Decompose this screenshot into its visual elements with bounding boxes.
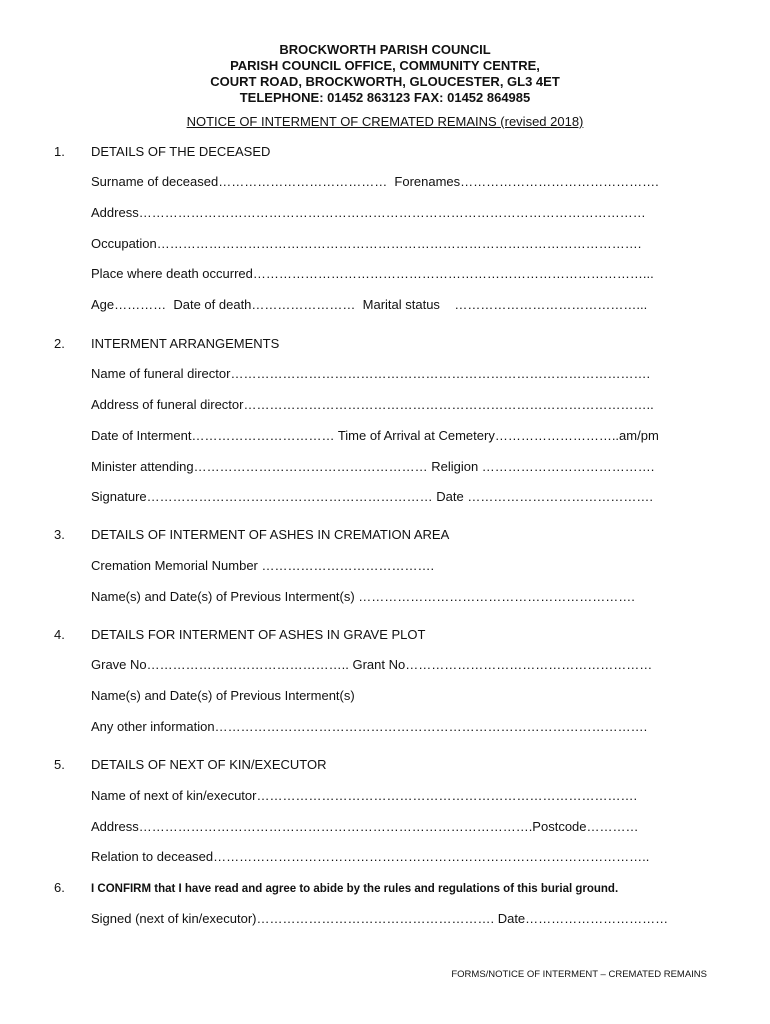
address-field[interactable]: Address……………………………………………………………………………………………………… [91, 205, 646, 220]
cremation-memorial-number-field[interactable]: Cremation Memorial Number …………………………………. [91, 558, 435, 573]
address-line: COURT ROAD, BROCKWORTH, GLOUCESTER, GL3 4ET [210, 74, 560, 89]
surname-forenames-field[interactable]: Surname of deceased………………………………… Forenames………………………………………. [91, 174, 659, 189]
occupation-field[interactable]: Occupation…………………………………………………………………………………………………. [91, 236, 642, 251]
section-2-number: 2. [54, 336, 65, 351]
section-6-number: 6. [54, 880, 65, 895]
section-5-title: DETAILS OF NEXT OF KIN/EXECUTOR [91, 757, 327, 772]
section-5-number: 5. [54, 757, 65, 772]
grave-previous-interments-field[interactable]: Name(s) and Date(s) of Previous Interment(s) [91, 688, 355, 703]
office-line: PARISH COUNCIL OFFICE, COMMUNITY CENTRE, [230, 58, 540, 73]
interment-date-time-field[interactable]: Date of Interment…………………………… Time of Arrival at Cemetery………………………..am/pm [91, 428, 659, 443]
telephone-line: TELEPHONE: 01452 863123 FAX: 01452 864985 [239, 90, 531, 105]
section-4-number: 4. [54, 627, 65, 642]
previous-interments-field[interactable]: Name(s) and Date(s) of Previous Interment(s) ………………………………………………………. [91, 589, 635, 604]
section-3-title: DETAILS OF INTERMENT OF ASHES IN CREMATION AREA [91, 527, 450, 542]
place-of-death-field[interactable]: Place where death occurred………………………………………………………………………………... [91, 266, 654, 281]
confirmation-statement: I CONFIRM that I have read and agree to abide by the rules and regulations of this burial ground. [91, 883, 619, 895]
next-of-kin-address-field[interactable]: Address……………………………………………………………………………….Postcode………… [91, 819, 639, 834]
section-4-title: DETAILS FOR INTERMENT OF ASHES IN GRAVE PLOT [91, 627, 426, 642]
grave-grant-number-field[interactable]: Grave No……………………………………….. Grant No………………………………………………… [91, 657, 653, 672]
relation-field[interactable]: Relation to deceased……………………………………………………………………………………….. [91, 849, 650, 864]
funeral-director-field[interactable]: Name of funeral director……………………………………………………………………………………. [91, 366, 651, 381]
funeral-director-address-field[interactable]: Address of funeral director………………………………………………………………………………….. [91, 397, 654, 412]
age-date-marital-field[interactable]: Age………… Date of death…………………… Marital status ……………………………………... [91, 297, 648, 312]
section-2-title: INTERMENT ARRANGEMENTS [91, 336, 280, 351]
other-information-field[interactable]: Any other information………………………………………………………………………………………. [91, 719, 648, 734]
form-title: NOTICE OF INTERMENT OF CREMATED REMAINS (revised 2018) [186, 114, 584, 129]
council-name: BROCKWORTH PARISH COUNCIL [279, 42, 491, 57]
next-of-kin-name-field[interactable]: Name of next of kin/executor……………………………………………………………………………. [91, 788, 638, 803]
footer-reference: FORMS/NOTICE OF INTERMENT – CREMATED REMAINS [451, 969, 707, 980]
section-3-number: 3. [54, 527, 65, 542]
section-1-number: 1. [54, 144, 65, 159]
signature-date-field[interactable]: Signature………………………………………………………… Date ……………………………………. [91, 489, 653, 504]
minister-religion-field[interactable]: Minister attending……………………………………………… Religion …………………………………. [91, 459, 655, 474]
section-1-title: DETAILS OF THE DECEASED [91, 144, 271, 159]
signed-next-of-kin-field[interactable]: Signed (next of kin/executor)………………………………………………. Date…………………………… [91, 911, 669, 926]
letterhead [0, 42, 770, 106]
